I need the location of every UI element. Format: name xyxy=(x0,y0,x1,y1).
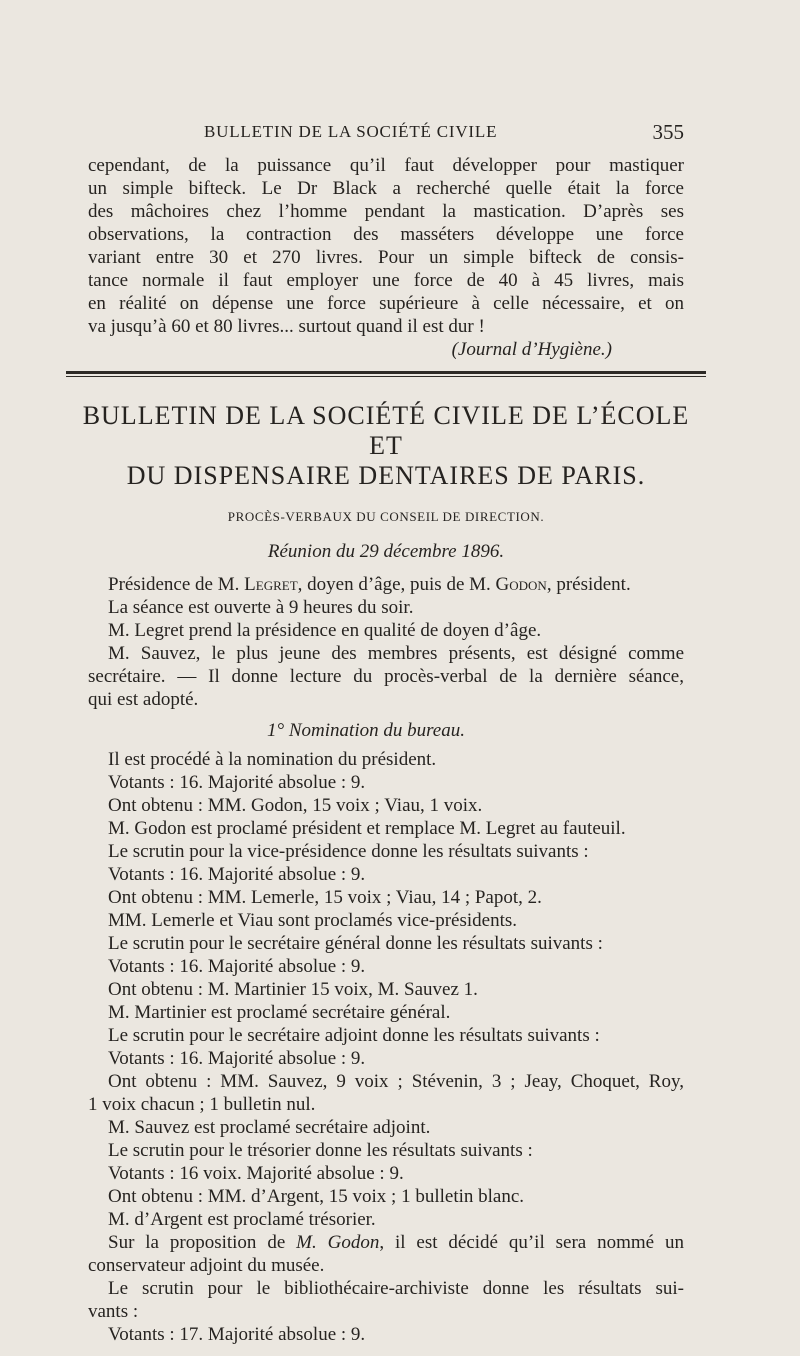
section-divider xyxy=(66,370,706,379)
name-godon: Godon xyxy=(495,574,547,595)
text-line: va jusqu’à 60 et 80 livres... surtout quand il est dur ! xyxy=(88,316,485,337)
text-line: Ont obtenu : MM. d’Argent, 15 voix ; 1 bulletin blanc. xyxy=(108,1186,525,1207)
text-line: Le scrutin pour la vice-présidence donne les résultats suivants : xyxy=(108,841,589,862)
presidency-line: Présidence de M. Legret, doyen d’âge, puis de M. Godon, président. xyxy=(108,574,631,595)
text-line: M. d’Argent est proclamé trésorier. xyxy=(108,1209,376,1230)
librarian-vote xyxy=(88,1277,684,1346)
name-legret: Legret xyxy=(244,574,298,595)
text-line: conservateur adjoint du musée. xyxy=(88,1255,325,1276)
text-line: un simple bifteck. Le Dr Black a recherché quelle était la force xyxy=(88,178,684,199)
text-line: M. Godon est proclamé président et remplace M. Legret au fauteuil. xyxy=(108,818,626,839)
section-subtitle: PROCÈS-VERBAUX DU CONSEIL DE DIRECTION. xyxy=(227,509,545,524)
text-line: secrétaire. — Il donne lecture du procès-verbal de la dernière séance, xyxy=(88,666,684,687)
secretary-general-vote xyxy=(88,932,684,1024)
text-line: en réalité on dépense une force supérieure à celle nécessaire, et on xyxy=(88,293,684,314)
president-vote xyxy=(88,748,684,840)
text-line: 1 voix chacun ; 1 bulletin nul. xyxy=(88,1094,316,1115)
text-line: Votants : 16. Majorité absolue : 9. xyxy=(108,772,366,793)
page-body xyxy=(82,154,690,1346)
name-godon-italic: M. Godon xyxy=(296,1232,380,1253)
text-line: observations, la contraction des masséters développe une force xyxy=(88,224,684,245)
text-line: tance normale il faut employer une force de 40 à 45 livres, mais xyxy=(88,270,684,291)
opening-block xyxy=(88,573,684,711)
museum-proposal xyxy=(88,1231,684,1277)
section-title xyxy=(66,401,706,491)
source-citation: (Journal d’Hygiène.) xyxy=(451,339,612,360)
divider-thin xyxy=(66,376,706,377)
text-line: La séance est ouverte à 9 heures du soir. xyxy=(108,597,414,618)
text-line: Votants : 16 voix. Majorité absolue : 9. xyxy=(108,1163,404,1184)
text-line: des mâchoires chez l’homme pendant la mastication. D’après ses xyxy=(88,201,684,222)
text-line: Ont obtenu : MM. Sauvez, 9 voix ; Stévenin, 3 ; Jeay, Choquet, Roy, xyxy=(108,1071,684,1092)
text-line: vants : xyxy=(88,1301,139,1322)
text-line: Le scrutin pour le trésorier donne les résultats suivants : xyxy=(108,1140,533,1161)
vice-president-vote xyxy=(88,840,684,932)
text-line: Ont obtenu : M. Martinier 15 voix, M. Sauvez 1. xyxy=(108,979,478,1000)
running-title: BULLETIN DE LA SOCIÉTÉ CIVILE xyxy=(204,122,498,141)
meeting-date: Réunion du 29 décembre 1896. xyxy=(267,541,505,562)
text-line: Le scrutin pour le secrétaire général donne les résultats suivants : xyxy=(108,933,603,954)
text-line: variant entre 30 et 270 livres. Pour un simple bifteck de consis- xyxy=(88,247,684,268)
text-line: Sur la proposition de M. Godon, il est décidé qu’il sera nommé un xyxy=(108,1232,684,1253)
text-line: Votants : 16. Majorité absolue : 9. xyxy=(108,956,366,977)
text-line: Votants : 16. Majorité absolue : 9. xyxy=(108,864,366,885)
text-line: M. Martinier est proclamé secrétaire général. xyxy=(108,1002,451,1023)
text-line: qui est adopté. xyxy=(88,689,199,710)
text-line: M. Sauvez est proclamé secrétaire adjoint. xyxy=(108,1117,431,1138)
text-line: Il est procédé à la nomination du président. xyxy=(108,749,437,770)
assistant-secretary-vote xyxy=(88,1024,684,1139)
text-line: Le scrutin pour le bibliothécaire-archiviste donne les résultats sui- xyxy=(108,1278,684,1299)
text-line: Ont obtenu : MM. Lemerle, 15 voix ; Viau, 14 ; Papot, 2. xyxy=(108,887,542,908)
intro-paragraph xyxy=(88,154,684,361)
divider-thick xyxy=(66,371,706,374)
text-line: M. Legret prend la présidence en qualité de doyen d’âge. xyxy=(108,620,542,641)
text-line: Le scrutin pour le secrétaire adjoint donne les résultats suivants : xyxy=(108,1025,600,1046)
section-title-line: DU DISPENSAIRE DENTAIRES DE PARIS. xyxy=(126,461,646,490)
text-line: Ont obtenu : MM. Godon, 15 voix ; Viau, 1 voix. xyxy=(108,795,483,816)
page-number: 355 xyxy=(652,120,684,144)
treasurer-vote xyxy=(88,1139,684,1231)
text-line: Votants : 17. Majorité absolue : 9. xyxy=(108,1324,366,1345)
text-line: Votants : 16. Majorité absolue : 9. xyxy=(108,1048,366,1069)
section-title-line: BULLETIN DE LA SOCIÉTÉ CIVILE DE L’ÉCOLE ET xyxy=(82,401,690,460)
text-line: MM. Lemerle et Viau sont proclamés vice-présidents. xyxy=(108,910,518,931)
text-line: cependant, de la puissance qu’il faut développer pour mastiquer xyxy=(88,155,684,176)
subsection-heading: 1° Nomination du bureau. xyxy=(267,720,465,741)
text-line: M. Sauvez, le plus jeune des membres présents, est désigné comme xyxy=(108,643,684,664)
